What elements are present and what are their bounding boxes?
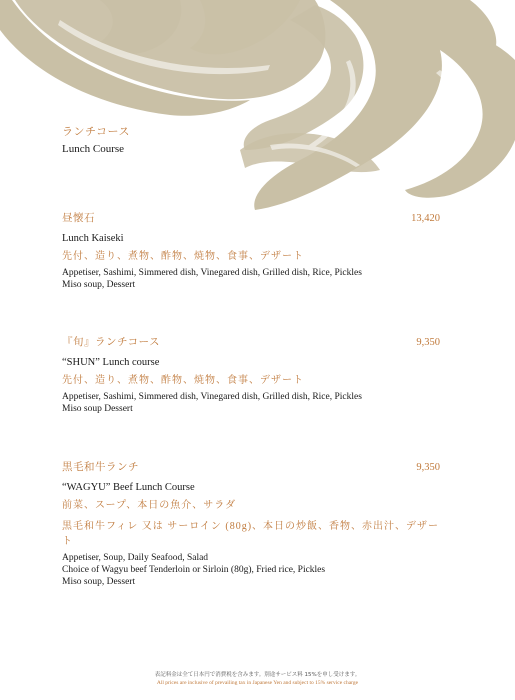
description-line: Miso soup Dessert [62, 404, 133, 414]
item-price: 9,350 [416, 462, 440, 473]
item-description-jp: 先付、造り、煮物、酢物、焼物、食事、デザート [62, 251, 304, 262]
item-price: 9,350 [416, 337, 440, 348]
description-line: Appetiser, Soup, Daily Seafood, Salad [62, 553, 209, 563]
price-footnote [0, 670, 515, 686]
item-name-jp: 昼懐石 [62, 213, 95, 224]
item-name-jp: 黒毛和牛ランチ [62, 462, 139, 473]
item-name-jp: 『旬』ランチコース [62, 337, 161, 348]
item-description-jp: 黒毛和牛フィレ 又は サーロイン (80g)、本日の炒飯、香物、赤出汁、デザート [62, 521, 440, 547]
item-name-en: “WAGYU” Beef Lunch Course [62, 482, 195, 493]
menu-title-en: Lunch Course [62, 143, 125, 155]
item-description-en [62, 391, 440, 415]
description-line: Miso soup, Dessert [62, 280, 136, 290]
item-description-jp: 先付、造り、煮物、酢物、焼物、食事、デザート [62, 375, 304, 386]
menu-header [62, 123, 130, 155]
footnote-en: All prices are inclusive of prevailing tax in Japanese Yen and subject to 15% service charge [156, 680, 359, 686]
menu-title-jp: ランチコース [62, 126, 131, 138]
item-name-en: “SHUN” Lunch course [62, 357, 160, 368]
description-line: Miso soup, Dessert [62, 577, 136, 587]
menu-item-lunch-kaiseki [62, 210, 440, 291]
item-description-en [62, 267, 440, 291]
item-price: 13,420 [411, 213, 440, 224]
description-line: Appetiser, Sashimi, Simmered dish, Vinegared dish, Grilled dish, Rice, Pickles [62, 268, 362, 278]
item-description-jp: 前菜、スープ、本日の魚介、サラダ [62, 500, 237, 511]
item-name-en: Lunch Kaiseki [62, 233, 124, 244]
footnote-jp: 表記料金は全て日本円で消費税を含みます。別途サービス料 15%を申し受けます。 [154, 672, 361, 678]
description-line: Choice of Wagyu beef Tenderloin or Sirloin (80g), Fried rice, Pickles [62, 565, 326, 575]
item-description-en [62, 552, 440, 588]
brush-stroke-decoration [0, 0, 515, 215]
menu-item-shun-lunch [62, 334, 440, 415]
menu-item-wagyu-lunch [62, 459, 440, 588]
description-line: Appetiser, Sashimi, Simmered dish, Vinegared dish, Grilled dish, Rice, Pickles [62, 392, 362, 402]
